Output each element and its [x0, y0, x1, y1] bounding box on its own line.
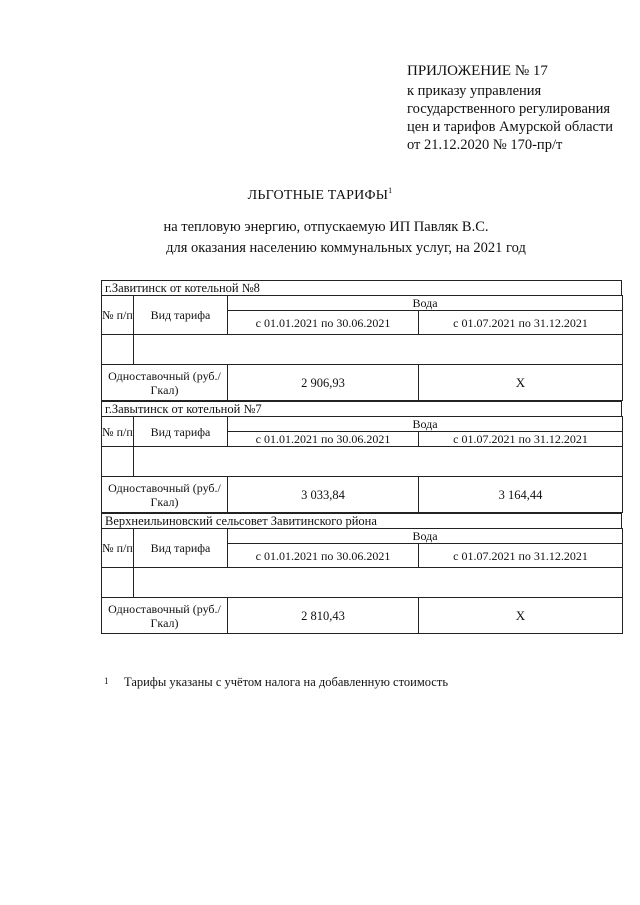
column-header-tariff-type: Вид тарифа [134, 296, 228, 335]
tariff-type-label: Одноставочный (руб./Гкал) [102, 365, 228, 401]
table-row-empty [102, 447, 623, 477]
tariff-table [101, 416, 623, 513]
document-title-text: ЛЬГОТНЫЕ ТАРИФЫ [247, 188, 389, 203]
appendix-line: от 21.12.2020 № 170-пр/т [407, 137, 563, 153]
appendix-line: цен и тарифов Амурской области [407, 119, 614, 135]
title-footnote-mark: 1 [388, 186, 393, 195]
document-subtitle [0, 217, 640, 259]
column-header-tariff-type: Вид тарифа [134, 529, 228, 568]
appendix-line: к приказу управления [407, 83, 542, 99]
empty-cell [134, 335, 623, 365]
table-row [102, 598, 623, 634]
column-header-period-1: с 01.01.2021 по 30.06.2021 [228, 544, 419, 568]
section-caption: г.Завытинск от котельной №7 [101, 401, 622, 416]
tariff-tables [101, 280, 622, 634]
tariff-table [101, 295, 623, 401]
tariff-type-label: Одноставочный (руб./Гкал) [102, 598, 228, 634]
column-group-water: Вода [228, 417, 623, 432]
section-caption: г.Завитинск от котельной №8 [101, 280, 622, 295]
column-group-water: Вода [228, 529, 623, 544]
empty-cell [102, 447, 134, 477]
table-row [102, 365, 623, 401]
column-header-tariff-type: Вид тарифа [134, 417, 228, 447]
empty-cell [134, 447, 623, 477]
empty-cell [102, 568, 134, 598]
column-group-water: Вода [228, 296, 623, 311]
column-header-period-2: с 01.07.2021 по 31.12.2021 [419, 544, 623, 568]
subtitle-line-1: на тепловую энергию, отпускаемую ИП Павляк В.С. [163, 219, 489, 235]
tariff-value-period-2: X [419, 598, 623, 634]
column-header-number: № п/п [102, 417, 134, 447]
tariff-table [101, 528, 623, 634]
column-header-period-2: с 01.07.2021 по 31.12.2021 [419, 432, 623, 447]
appendix-title: ПРИЛОЖЕНИЕ № 17 [407, 63, 548, 79]
column-header-number: № п/п [102, 529, 134, 568]
tariff-value-period-1: 3 033,84 [228, 477, 419, 513]
subtitle-line-2: для оказания населению коммунальных услуг, на 2021 год [166, 240, 526, 256]
column-header-number: № п/п [102, 296, 134, 335]
column-header-period-1: с 01.01.2021 по 30.06.2021 [228, 311, 419, 335]
section-caption: Верхнеильиновский сельсовет Завитинского рйона [101, 513, 622, 528]
tariff-value-period-1: 2 906,93 [228, 365, 419, 401]
footnote [104, 675, 448, 690]
column-header-period-1: с 01.01.2021 по 30.06.2021 [228, 432, 419, 447]
document-title [0, 188, 640, 204]
tariff-value-period-1: 2 810,43 [228, 598, 419, 634]
appendix-block [407, 62, 635, 154]
tariff-value-period-2: 3 164,44 [419, 477, 623, 513]
empty-cell [134, 568, 623, 598]
table-row [102, 477, 623, 513]
tariff-type-label: Одноставочный (руб./Гкал) [102, 477, 228, 513]
table-row-empty [102, 568, 623, 598]
column-header-period-2: с 01.07.2021 по 31.12.2021 [419, 311, 623, 335]
footnote-text: Тарифы указаны с учётом налога на добавленную стоимость [124, 675, 449, 689]
empty-cell [102, 335, 134, 365]
appendix-line: государственного регулирования [407, 101, 611, 117]
tariff-value-period-2: X [419, 365, 623, 401]
table-row-empty [102, 335, 623, 365]
footnote-mark: 1 [104, 676, 109, 686]
